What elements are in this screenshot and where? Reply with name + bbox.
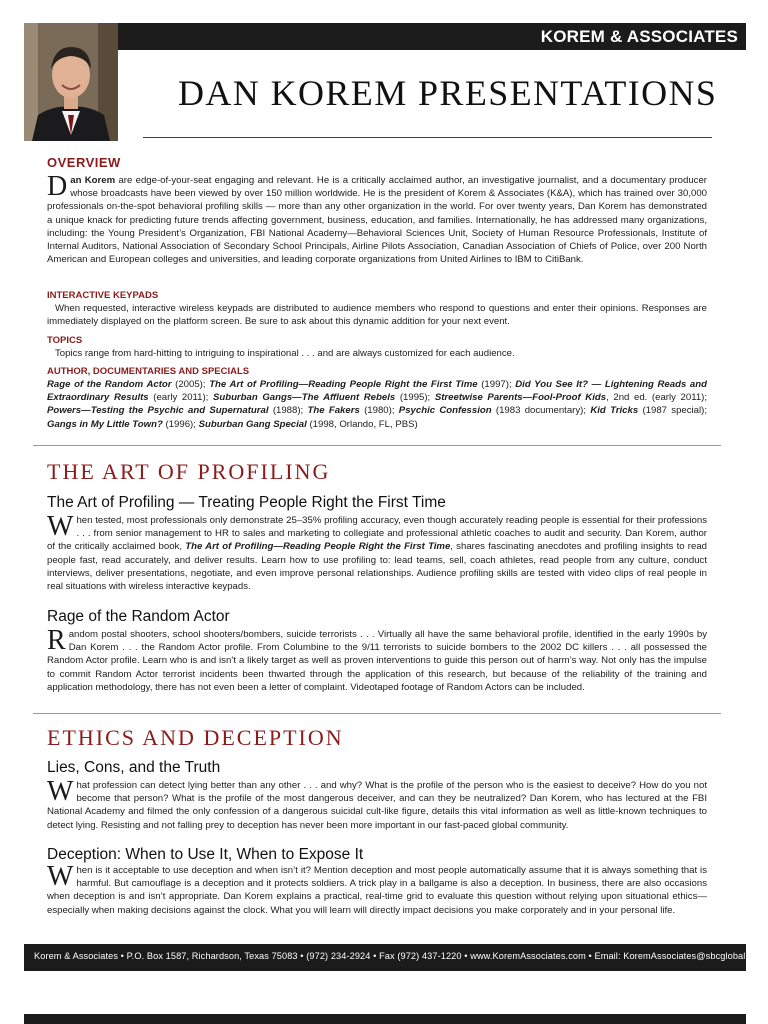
profiling-b-paragraph [47,625,707,694]
work-note: , 2nd ed. (early 2011); [606,392,708,404]
ethics-a-heading: Lies, Cons, and the Truth [47,759,221,776]
keypads-heading: INTERACTIVE KEYPADS [47,290,159,301]
overview-heading: OVERVIEW [47,155,121,170]
profiling-section-title: THE ART OF PROFILING [47,459,331,484]
work-title: Powers—Testing the Psychic and Supernatural [47,405,269,417]
keypads-text: When requested, interactive wireless keypads are distributed to audience members who respond to questions and enter their opinions. Responses are immediately displayed on the platform screen. Be sure to ask about this dynamic addition for your next event. [47,303,707,328]
ethics-a-text: hat profession can detect lying better than any other . . . and why? What is the profile of the person who is the easiest to deceive? How do you not become that person? What is the profile of the most dangerous deceiver, and can they be neutralized? Dan Korem, who has lectured at the FBI National Academy and filmed the only confession of a dangerous suicidal cult-like figure, details this vital information as well as little-known techniques to detect lying. Resisting and not falling prey to deception has never been more important in our fast-paced global community. [47,780,707,831]
profiling-b-heading: Rage of the Random Actor [47,608,230,625]
profiling-a-text2: , shares fascinating anecdotes and profiling insights to read people fast, read accurately, and deliver results. Learn how to use profiling to: lead teams, sell, coach athletes, read people from any culture, conduct interviews, deliver presentations, negotiate, and even improve personal relationships. Audience profiling skills are tested with video clips of real people in real situations with wireless interactive keypads. [47,541,707,593]
title-divider [143,137,712,138]
work-title: The Art of Profiling—Reading People Right the First Time [209,379,478,390]
profiling-b-dropcap: R [47,625,66,656]
ethics-b-paragraph [47,861,707,917]
works-list [47,378,707,431]
work-title: The Fakers [307,405,360,417]
work-title: Did You See It? — Lightening Reads and Extraordinary Results [47,379,707,404]
profiling-b-text: andom postal shooters, school shooters/bombers, suicide terrorists . . . Virtually all have the same behavioral profile, identified in the early 1990s by Dan Korem . . . the Random Actor profile. From Columbine to the 9/11 terrorists to suicide bombers to the 2002 DC killers . . . all possessed the Random Actor profile. Learn who is and isn’t a likely target as well as proven interventions to guide this person out of harm’s way. Not only has the impulse to commit Random Actor terrorist incidents been thwarted through the application of this research, but because of the reliability of the training and application methodology, there has not even been a letter of complaint. Videotaped footage of Random Actors can be included. [47,629,707,693]
work-note: (1987 special); [638,405,708,417]
profiling-a-paragraph [47,511,707,593]
work-title: Suburban Gangs—The Affluent Rebels [212,392,396,404]
section-divider [33,445,721,446]
topics-paragraph [47,347,707,360]
overview-dropcap: D [47,171,68,202]
work-note: (1988); [268,405,308,417]
work-note: (2005); [171,379,210,390]
profiling-a-dropcap: W [47,511,74,542]
topics-text: Topics range from hard-hitting to intriguing to inspirational . . . and are always customized for each audience. [55,348,515,359]
page-title: DAN KOREM PRESENTATIONS [178,73,718,113]
work-note: (1983 documentary); [491,405,591,417]
overview-text: are edge-of-your-seat engaging and relevant. He is a critically acclaimed author, an investigative journalist, and a documentary producer whose broadcasts have been viewed by over 150 million worldwide. He is the president of Korem & Associates (K&A), which has trained over 30,000 professionals on-the-spot behavioral profiling skills — more than any other organization in the world. For over twenty years, Dan Korem has demonstrated a unique knack for predicting future trends affecting government, business, education, and families. Internationally, he has addressed many organizations, including: the Young President’s Organization, FBI National Academy—Behavioral Sciences Unit, Society of Human Resource Professionals, Institute of Internal Auditors, National Association of Secondary School Principals, Airline Pilots Association, Canadian Association of Chiefs of Police, over 200 North American and European colleges and universities, and leading corporate organizations from United Airlines to IBM to CitiBank. [47,175,708,266]
keypads-paragraph [47,302,707,328]
ethics-section-title: ETHICS AND DECEPTION [47,725,344,750]
footer-bar [24,944,762,971]
work-note: (1996); [162,418,199,430]
ethics-a-paragraph [47,776,707,832]
overview-paragraph [47,171,708,266]
ethics-b-heading: Deception: When to Use It, When to Expose It [47,846,364,863]
work-title: Rage of the Random Actor [47,379,172,390]
section-divider [33,713,721,714]
work-note: (1997); [477,379,516,390]
work-title: Gangs in My Little Town? [47,418,163,430]
ethics-b-dropcap: W [47,861,74,892]
portrait-photo [24,23,118,141]
next-page-edge [24,1014,746,1024]
overview-lead: an Korem [70,175,116,186]
profiling-a-heading: The Art of Profiling — Treating People Right the First Time [47,494,446,511]
work-title: Kid Tricks [590,405,639,417]
work-title: Streetwise Parents—Fool-Proof Kids [434,392,607,404]
work-note: (early 2011); [148,392,213,404]
profiling-a-book: The Art of Profiling—Reading People Right the First Time [185,541,451,553]
work-note: (1998, Orlando, FL, PBS) [306,418,418,430]
work-title: Psychic Confession [398,405,492,417]
footer-contact: Korem & Associates • P.O. Box 1587, Richardson, Texas 75083 • (972) 234-2924 • Fax (972) 437-1220 • www.KoremAssociates.com • Email: KoremAssociates@sbcglobal.net [34,951,762,961]
work-note: (1995); [395,392,435,404]
work-note: (1980); [359,405,399,417]
works-heading: AUTHOR, DOCUMENTARIES AND SPECIALS [47,366,250,377]
ethics-b-text: hen is it acceptable to use deception and when isn’t it? Mention deception and most people automatically assume that it is always something that is harmful. But camouflage is a deception and it protects soldiers. A trick play in a ballgame is also a deception. In business, there are also occasions when deception is and isn’t appropriate. Dan Korem explains a practical, real-time grid to evaluate this question without relying upon situational ethics—especially when making decisions against the clock. What you will learn will directly impact decisions you make corporately and in your personal life. [47,865,707,916]
topics-heading: TOPICS [47,335,83,346]
work-title: Suburban Gang Special [198,418,307,430]
header-bar [24,23,746,50]
brand-name: KOREM & ASSOCIATES [540,27,738,46]
profiling-a-text1: hen tested, most professionals only demonstrate 25–35% profiling accuracy, even though accurately reading people is essential for their professions . . . from senior management to HR to sales and marketing to collegiate and professional athletic coaches to audit and security. Dan Korem, author of the critically acclaimed book, [47,515,707,553]
ethics-a-dropcap: W [47,776,74,807]
